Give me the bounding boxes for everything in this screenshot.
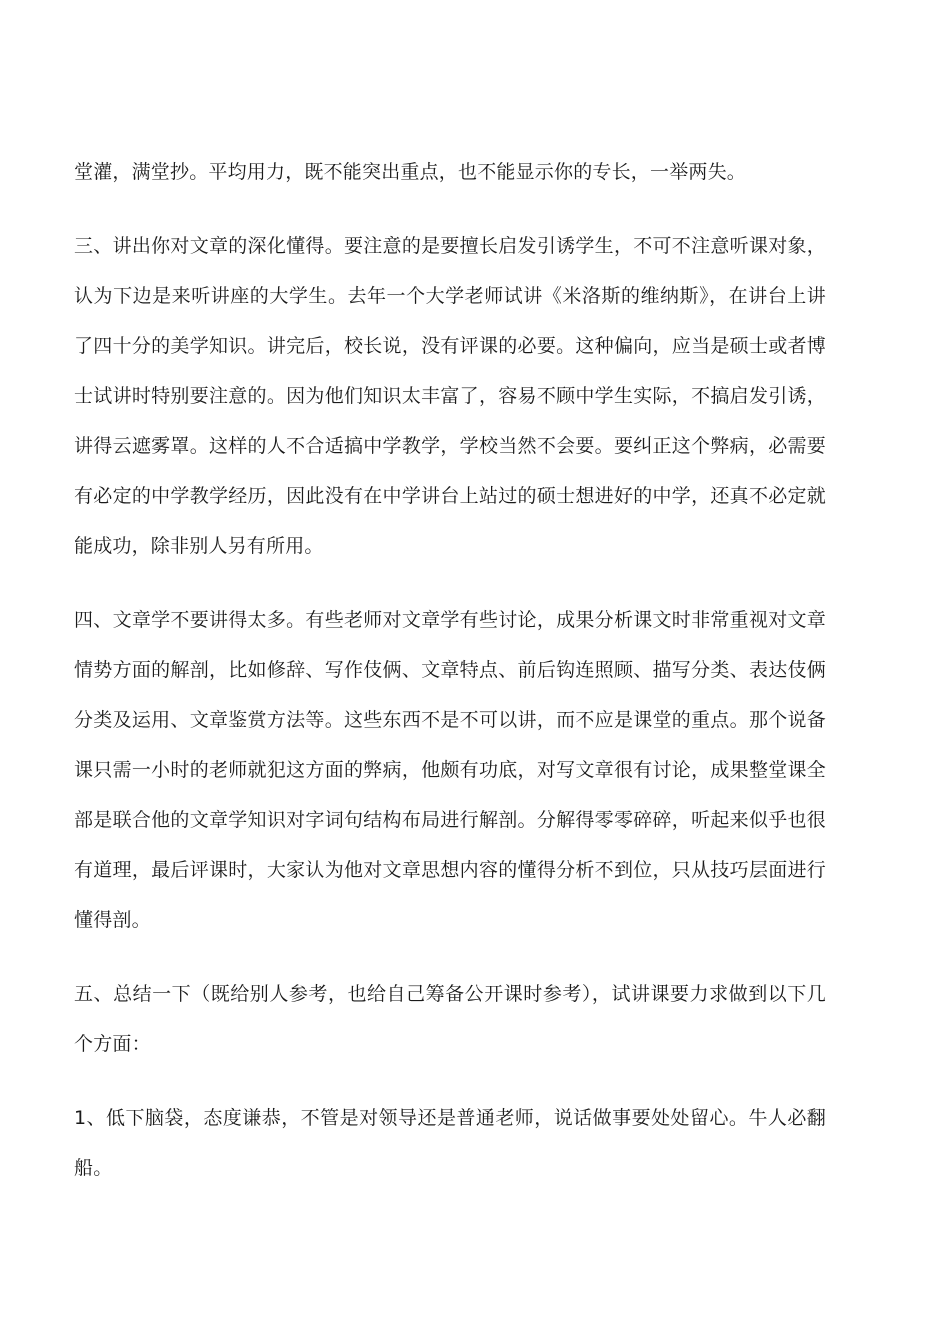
paragraph-continuation: 堂灌，满堂抄。平均用力，既不能突出重点，也不能显示你的专长，一举两失。 xyxy=(74,161,747,183)
paragraph-section-four: 四、文章学不要讲得太多。有些老师对文章学有些讨论，成果分析课文时非常重视对文章情势方面的解剖，比如修辞、写作伎俩、文章特点、前后钩连照顾、描写分类、表达伎俩分类及运用、文章鉴赏方法等。这些东西不是不可以讲，而不应是课堂的重点。那个说备课只需一小时的老师就犯这方面的弊病，他颇有功底，对写文章很有讨论，成果整堂课全部是联合他的文章学知识对字词句结构布局进行解剖。分解得零零碎碎，听起来似乎也很有道理，最后评课时，大家认为他对文章思想内容的懂得分析不到位，只从技巧层面进行懂得剖。 xyxy=(74,609,826,931)
paragraph-section-three: 三、讲出你对文章的深化懂得。要注意的是要擅长启发引诱学生，不可不注意听课对象，认为下边是来听讲座的大学生。去年一个大学老师试讲《米洛斯的维纳斯》，在讲台上讲了四十分的美学知识。讲完后，校长说，没有评课的必要。这种偏向，应当是硕士或者博士试讲时特别要注意的。因为他们知识太丰富了，容易不顾中学生实际，不搞启发引诱，讲得云遮雾罩。这样的人不合适搞中学教学，学校当然不会要。要纠正这个弊病，必需要有必定的中学教学经历，因此没有在中学讲台上站过的硕士想进好的中学，还真不必定就能成功，除非别人另有所用。 xyxy=(74,235,826,557)
paragraph-section-five: 五、总结一下（既给别人参考，也给自己筹备公开课时参考），试讲课要力求做到以下几个方面： xyxy=(74,983,826,1055)
document-body xyxy=(74,147,826,1217)
paragraph-item-one: 1、低下脑袋，态度谦恭，不管是对领导还是普通老师，说话做事要处处留心。牛人必翻船。 xyxy=(74,1107,826,1179)
